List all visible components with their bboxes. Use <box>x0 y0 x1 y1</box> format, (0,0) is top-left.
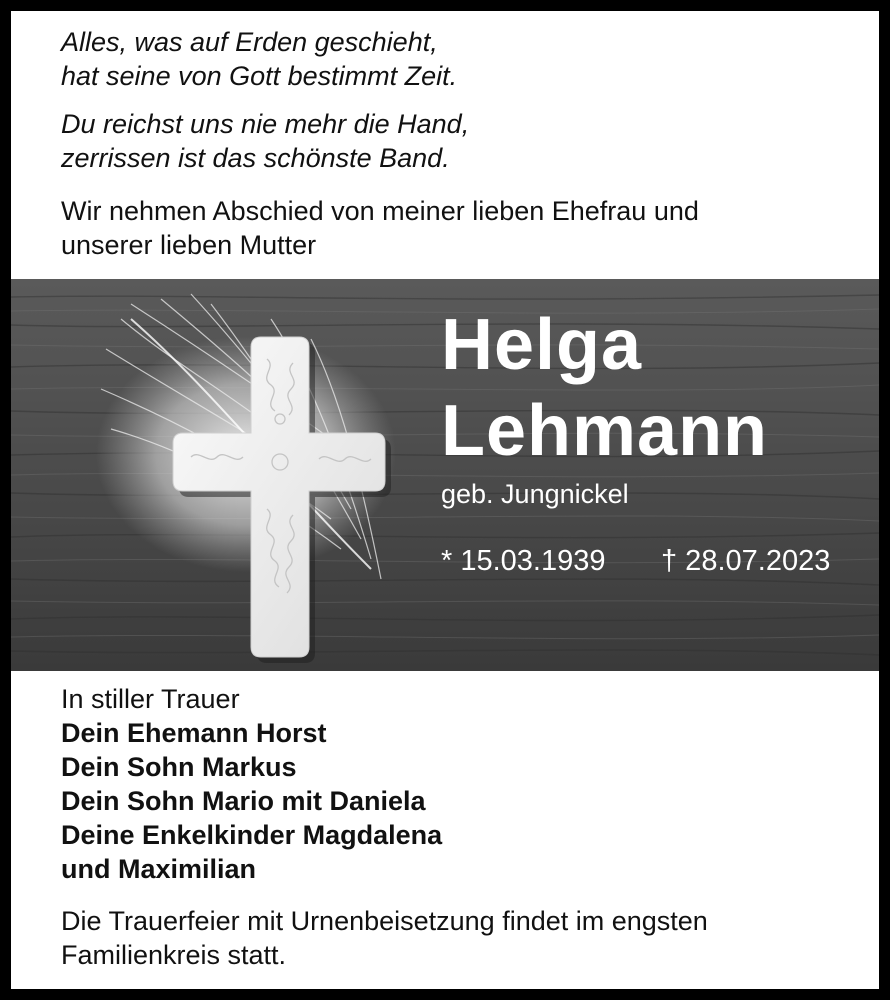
obituary-notice <box>11 11 879 989</box>
intro-text <box>61 194 699 262</box>
mourner-name: Dein Sohn Markus <box>61 752 297 782</box>
first-name: Helga <box>441 305 643 385</box>
birth-date: * 15.03.1939 <box>441 545 606 577</box>
verse-2-line-1: Du reichst uns nie mehr die Hand, <box>61 109 470 139</box>
closing-note <box>61 904 708 972</box>
closing-line-2: Familienkreis statt. <box>61 940 287 970</box>
mourner-name: Deine Enkelkinder Magdalena <box>61 820 443 850</box>
death-date: † 28.07.2023 <box>661 545 831 577</box>
verse-1-line-2: hat seine von Gott bestimmt Zeit. <box>61 61 458 91</box>
mourners-section <box>61 682 442 886</box>
mourner-name: Dein Sohn Mario mit Daniela <box>61 786 426 816</box>
verse-1-line-1: Alles, was auf Erden geschieht, <box>61 27 438 57</box>
closing-line-1: Die Trauerfeier mit Urnenbeisetzung findet im engsten <box>61 906 708 936</box>
mourner-name: und Maximilian <box>61 854 257 884</box>
verse-2 <box>61 107 469 175</box>
memorial-photo <box>11 279 879 671</box>
last-name: Lehmann <box>441 391 769 471</box>
mourner-name: Dein Ehemann Horst <box>61 718 327 748</box>
intro-line-1: Wir nehmen Abschied von meiner lieben Ehefrau und <box>61 196 699 226</box>
mourning-lead: In stiller Trauer <box>61 684 240 714</box>
verse-2-line-2: zerrissen ist das schönste Band. <box>61 143 450 173</box>
intro-line-2: unserer lieben Mutter <box>61 230 317 260</box>
verse-1 <box>61 25 457 93</box>
birth-name: geb. Jungnickel <box>441 479 629 509</box>
